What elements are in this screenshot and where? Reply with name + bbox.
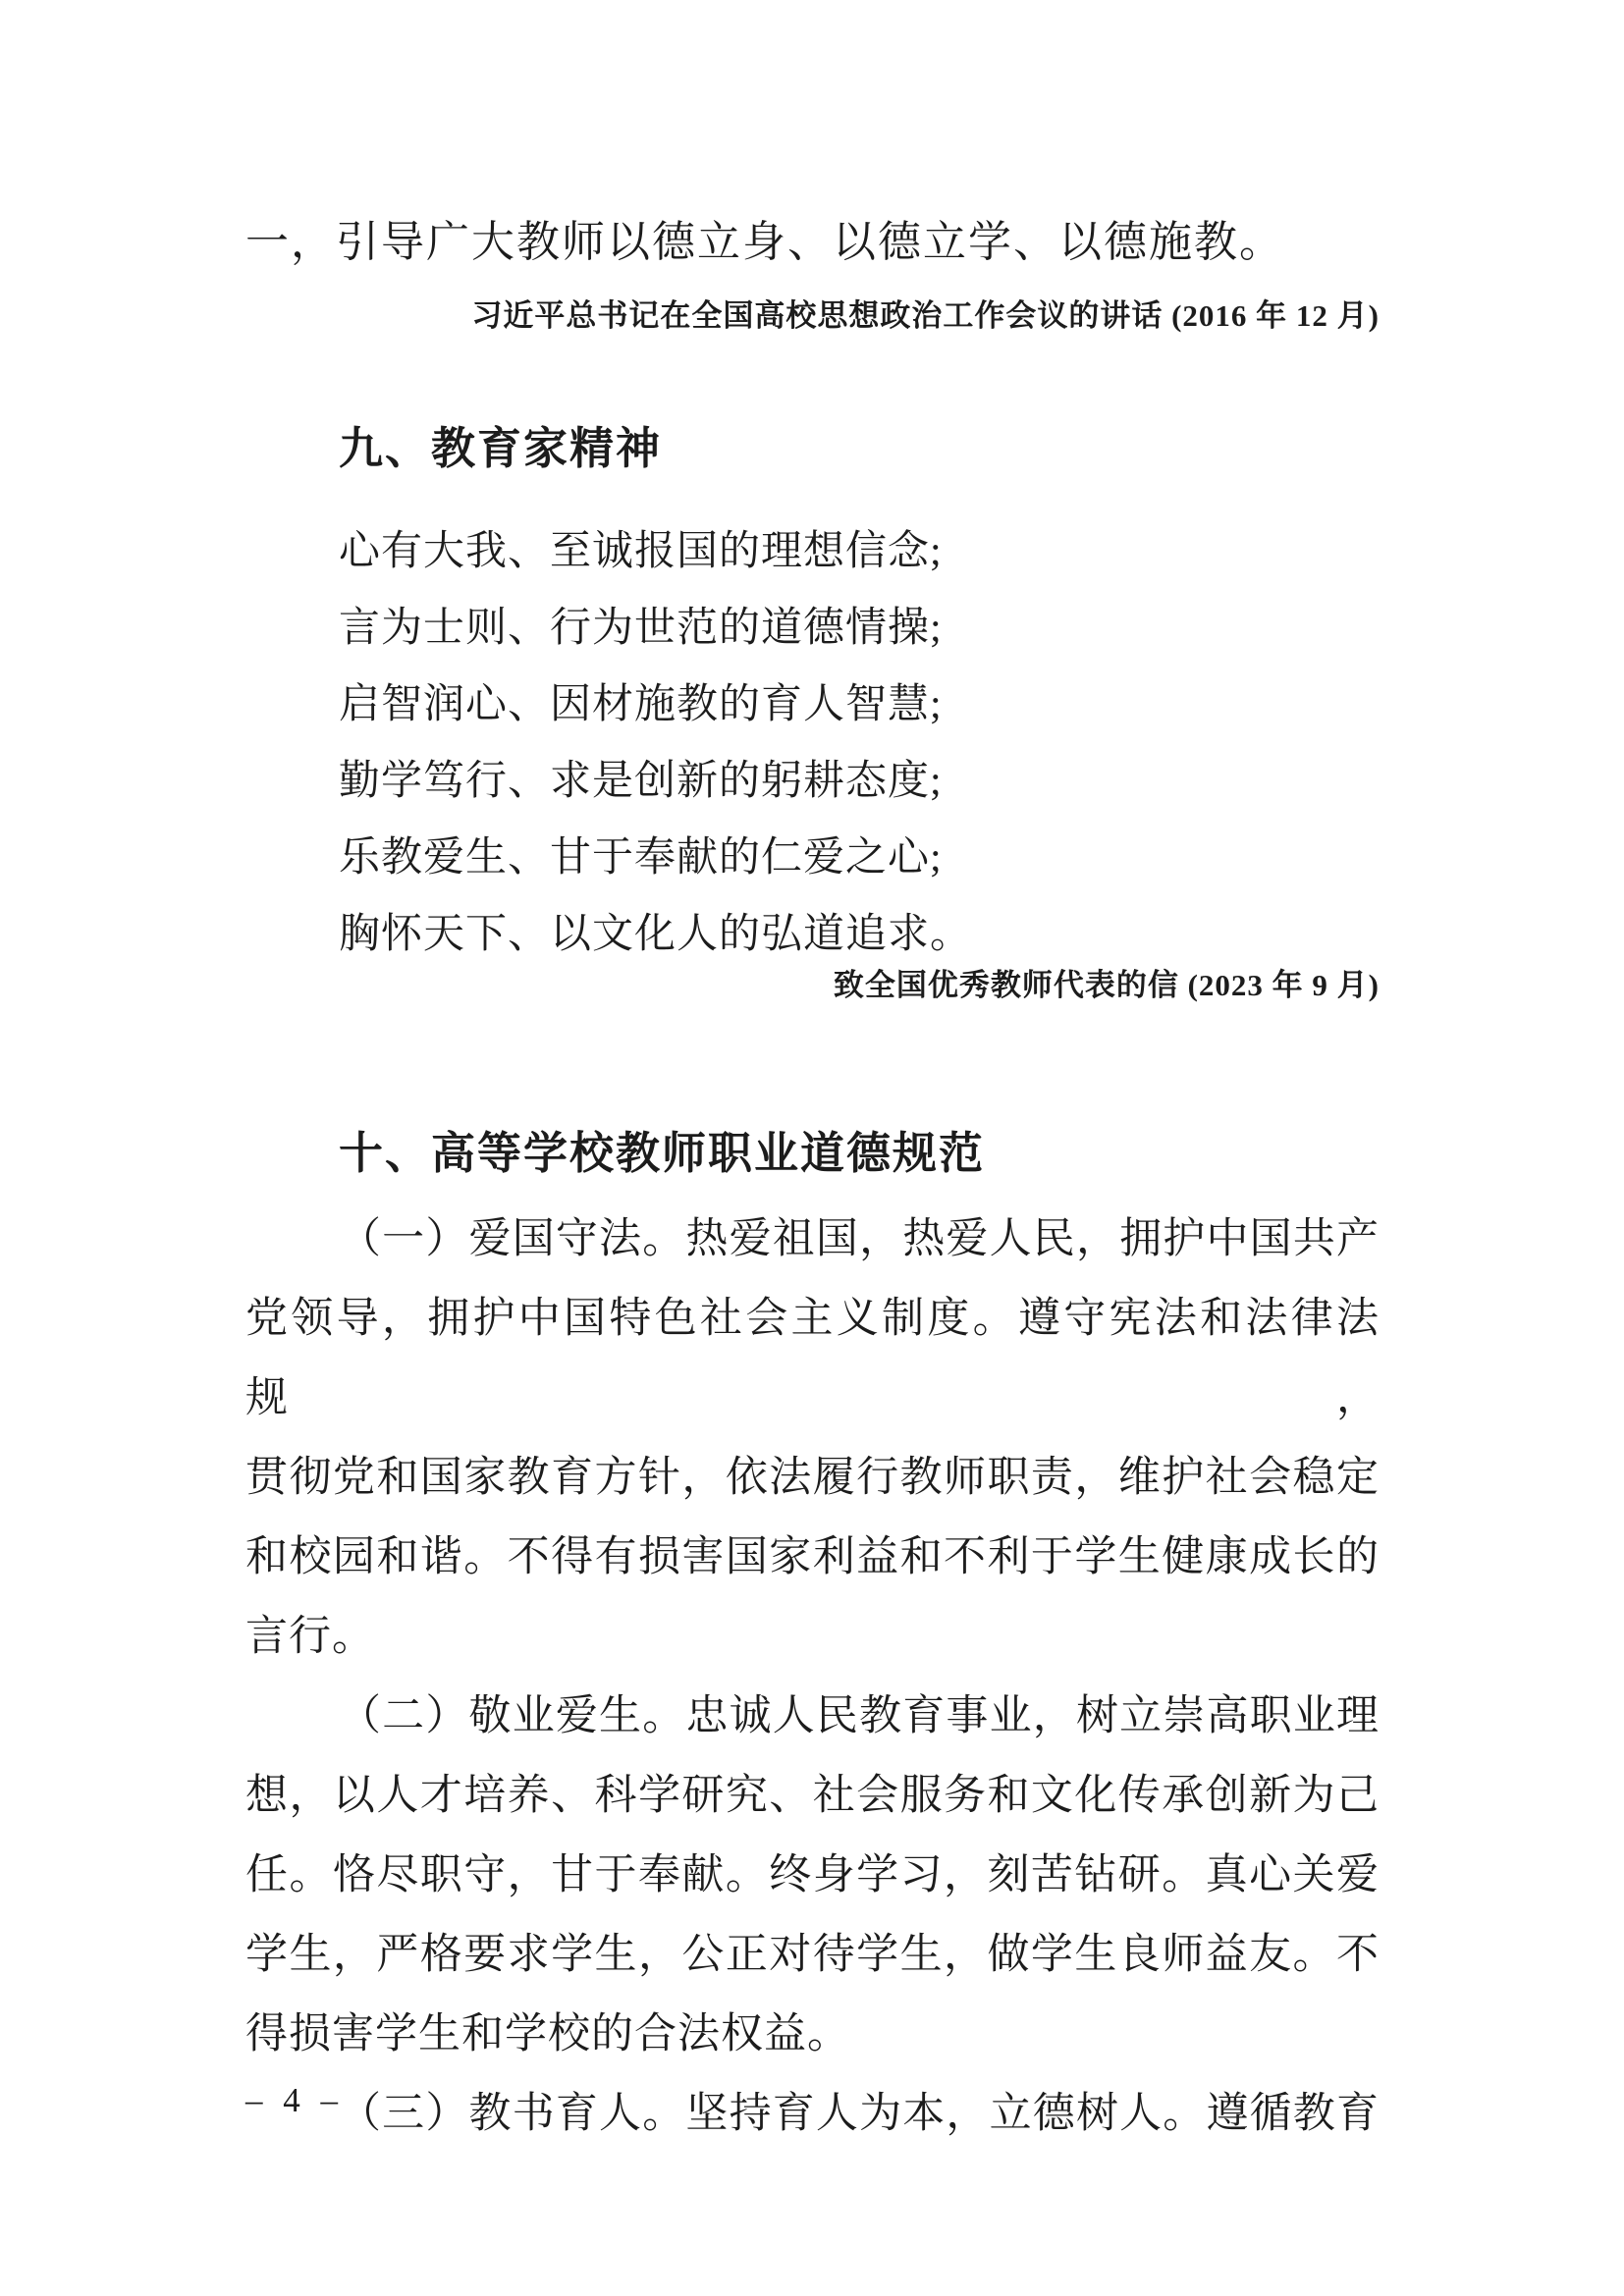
letter-attribution: 致全国优秀教师代表的信 (2023 年 9 月): [833, 968, 1380, 1002]
continuation-line: 一，引导广大教师以德立身、以德立学、以德施教。: [245, 218, 1284, 266]
ethics-code-body: [245, 1200, 1380, 2154]
paragraph-line: 和校园和谐。不得有损害国家利益和不利于学生健康成长的: [245, 1534, 1380, 1580]
paragraph-line: 得损害学生和学校的合法权益。: [245, 2011, 850, 2057]
motto-line: 启智润心、因材施教的育人智慧;: [339, 682, 943, 727]
paragraph-line: 言行。: [245, 1614, 375, 1660]
motto-line: 心有大我、至诚报国的理想信念;: [339, 529, 943, 574]
speech-attribution: 习近平总书记在全国高校思想政治工作会议的讲话 (2016 年 12 月): [471, 298, 1380, 333]
paragraph-line: （三）教书育人。坚持育人为本，立德树人。遵循教育: [339, 2091, 1380, 2137]
page-number: – 4 –: [245, 2081, 344, 2119]
motto-line: 乐教爱生、甘于奉献的仁爱之心;: [339, 835, 943, 881]
paragraph-line: 想，以人才培养、科学研究、社会服务和文化传承创新为己: [245, 1773, 1380, 1819]
paragraph-line: 贯彻党和国家教育方针，依法履行教师职责，维护社会稳定: [245, 1455, 1380, 1501]
motto-line: 勤学笃行、求是创新的躬耕态度;: [339, 759, 943, 804]
educator-spirit-motto-list: [339, 513, 1321, 973]
paragraph-line: 任。恪尽职守，甘于奉献。终身学习，刻苦钻研。真心关爱: [245, 1852, 1380, 1898]
paragraph-line: 党领导，拥护中国特色社会主义制度。遵守宪法和法律法规，: [245, 1296, 1380, 1421]
paragraph-line: 学生，严格要求学生，公正对待学生，做学生良师益友。不: [245, 1932, 1380, 1978]
section-heading-educator-spirit: 九、教育家精神: [339, 423, 663, 473]
motto-line: 胸怀天下、以文化人的弘道追求。: [339, 912, 973, 957]
section-heading-ethics-code: 十、高等学校教师职业道德规范: [339, 1128, 986, 1178]
motto-line: 言为士则、行为世范的道德情操;: [339, 606, 943, 651]
paragraph-line: （一）爱国守法。热爱祖国，热爱人民，拥护中国共产: [339, 1216, 1380, 1262]
paragraph-line: （二）敬业爱生。忠诚人民教育事业，树立崇高职业理: [339, 1693, 1380, 1739]
